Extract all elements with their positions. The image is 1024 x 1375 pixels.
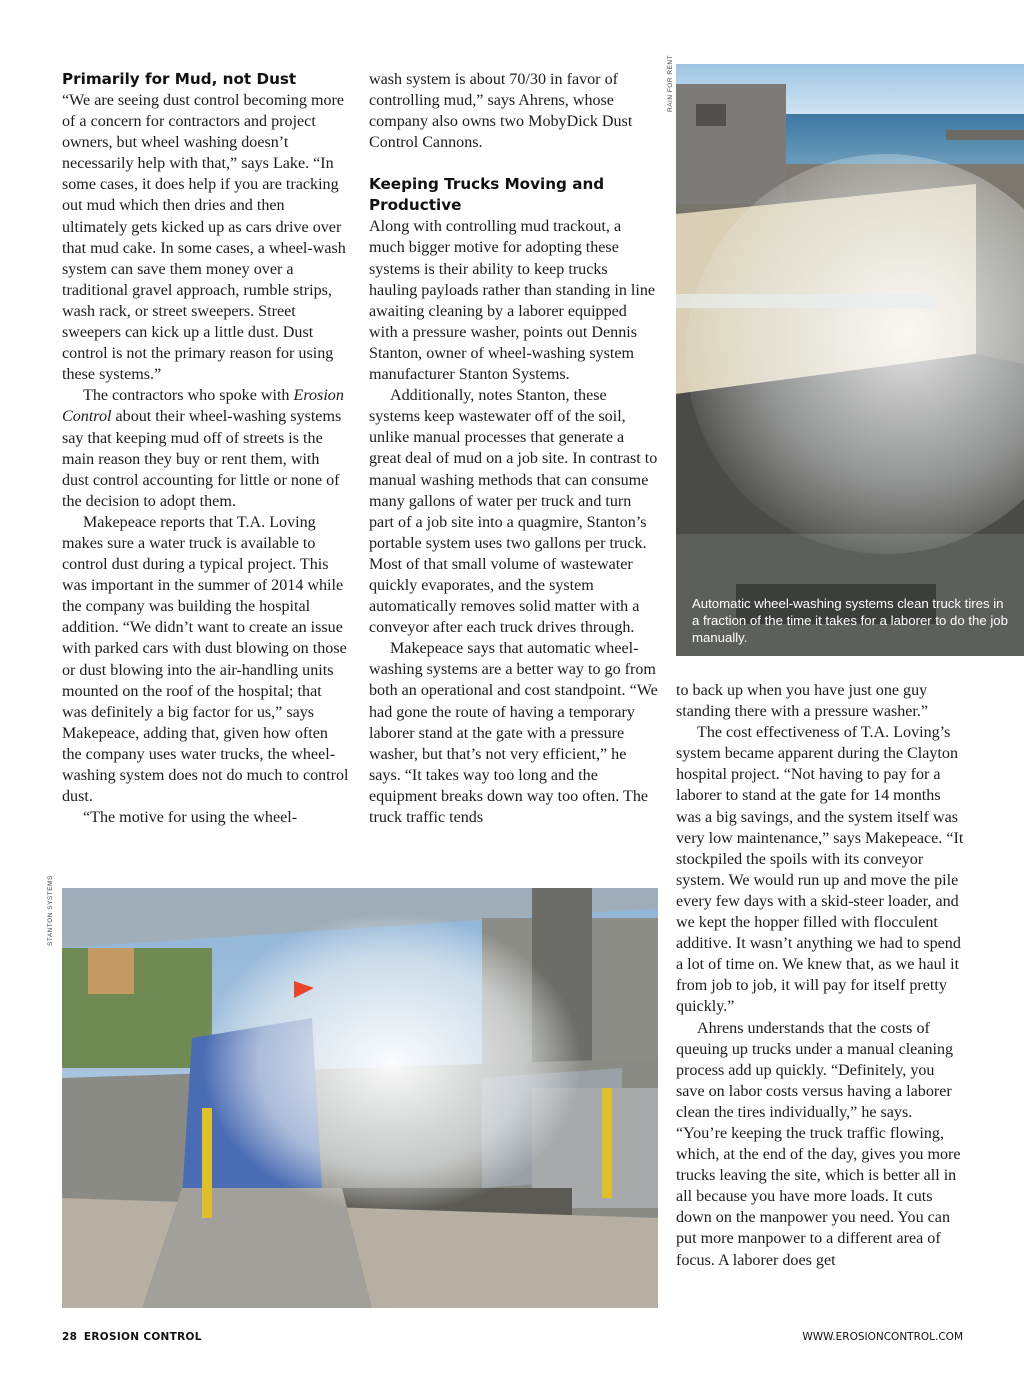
- article-column-3: [676, 680, 966, 1271]
- paragraph: Along with controlling mud trackout, a much bigger motive for adopting these systems is their ability to keep trucks hauling payloads rather than standing in line awaiting cleaning by a laborer equipped with a pressure washer, points out Dennis Stanton, owner of wheel-washing system manufacturer Stanton Systems.: [369, 218, 656, 384]
- magazine-title-italic: Erosion Control: [62, 387, 344, 426]
- wheel-wash-station-image: [62, 888, 658, 1308]
- paragraph-text: The contractors who spoke with: [83, 387, 294, 405]
- paragraph: The cost effectiveness of T.A. Loving’s system became apparent during the Clayton hospital project. “Not having to pay for a laborer to stand at the gate for 14 months was a big savings, and the system itself was very low maintenance,” says Makepeace. “It stockpiled the spoils with its conveyor system. We would run up and move the pile every few days with a skid-steer loader, and we kept the hopper filled with flocculent additive. It wasn’t anything we had to spend a lot of time on. We knew that, as we haul it from job to job, it will pay for itself pretty quickly.”: [676, 724, 964, 1016]
- paragraph: “We are seeing dust control becoming more of a concern for contractors and project owners, but wheel washing doesn’t necessarily help with that,” says Lake. “In some cases, it does help if you are tracking out mud which then dries and then ultimately gets kicked up as cars drive over that mud cake. In some cases, a wheel-wash system can save them money over a traditional gravel approach, rumble strips, wash rack, or street sweepers. Street sweepers can kick up a little dust. Dust control is not the primary reason for using these systems.”: [62, 92, 346, 384]
- wheel-wash-spray-image: [676, 64, 1024, 656]
- wheel-wash-photo-top: [676, 64, 1024, 656]
- footer-left: [62, 1331, 202, 1343]
- paragraph: to back up when you have just one guy standing there with a pressure washer.”: [676, 682, 929, 721]
- page-number: 28: [62, 1331, 78, 1343]
- paragraph: wash system is about 70/30 in favor of controlling mud,” says Ahrens, whose company also owns two MobyDick Dust Control Cannons.: [369, 71, 633, 152]
- section-heading-mud-not-dust: Primarily for Mud, not Dust: [62, 70, 297, 88]
- photo-credit-rain-for-rent: RAIN FOR RENT: [667, 54, 674, 112]
- article-column-1: [62, 69, 350, 828]
- paragraph-text: about their wheel-washing systems say that keeping mud off of streets is the main reason they buy or rent them, with dust control accounting for little or none of the decision to adopt them.: [62, 408, 342, 510]
- footer-url[interactable]: WWW.EROSIONCONTROL.COM: [802, 1331, 963, 1343]
- article-column-2: [369, 69, 658, 828]
- wheel-wash-photo-bottom: [62, 888, 658, 1308]
- paragraph: Additionally, notes Stanton, these systems keep wastewater off of the soil, unlike manual processes that generate a great deal of mud on a job site. In contrast to manual washing methods that can consume many gallons of water per truck and turn part of a job site into a quagmire, Stanton’s portable system uses two gallons per truck. Most of that small volume of wastewater quickly evaporates, and the system automatically removes solid matter with a conveyor after each truck drives through.: [369, 387, 658, 637]
- paragraph: “The motive for using the wheel-: [83, 809, 298, 827]
- paragraph: Makepeace reports that T.A. Loving makes sure a water truck is available to control dust during a typical project. This was important in the summer of 2014 while the company was building the hospital addition. “We didn’t want to create an issue with parked cars with dust blowing on those or dust blowing into the air-handling units mounted on the roof of the hospital; that was definitely a big factor for us,” says Makepeace, adding that, given how often the company uses water trucks, the wheel-washing system does not do much to control dust.: [62, 513, 349, 806]
- section-heading-keeping-trucks-moving: Keeping Trucks Moving and Productive: [369, 175, 605, 215]
- photo-caption: Automatic wheel-washing systems clean truck tires in a fraction of the time it takes for a laborer to do the job manually.: [692, 596, 1008, 645]
- paragraph: Ahrens understands that the costs of queuing up trucks under a manual cleaning process add up quickly. “Definitely, you save on labor costs versus having a laborer clean the tires individually,” he says. “You’re keeping the truck traffic flowing, which, at the end of the day, gives you more trucks leaving the site, which is better all in all because you have more loads. It cuts down on the manpower you need. You can put more manpower to a different area of focus. A laborer does get: [676, 1019, 961, 1269]
- paragraph: [62, 385, 350, 512]
- paragraph: Makepeace says that automatic wheel-washing systems are a better way to go from both an operational and cost standpoint. “We had gone the route of having a temporary laborer stand at the gate with a pressure washer, but that’s not very efficient,” he says. “It takes way too long and the equipment breaks down way too often. The truck traffic tends: [369, 640, 658, 826]
- photo-credit-stanton-systems: STANTON SYSTEMS: [47, 875, 54, 946]
- magazine-name: EROSION CONTROL: [83, 1331, 202, 1343]
